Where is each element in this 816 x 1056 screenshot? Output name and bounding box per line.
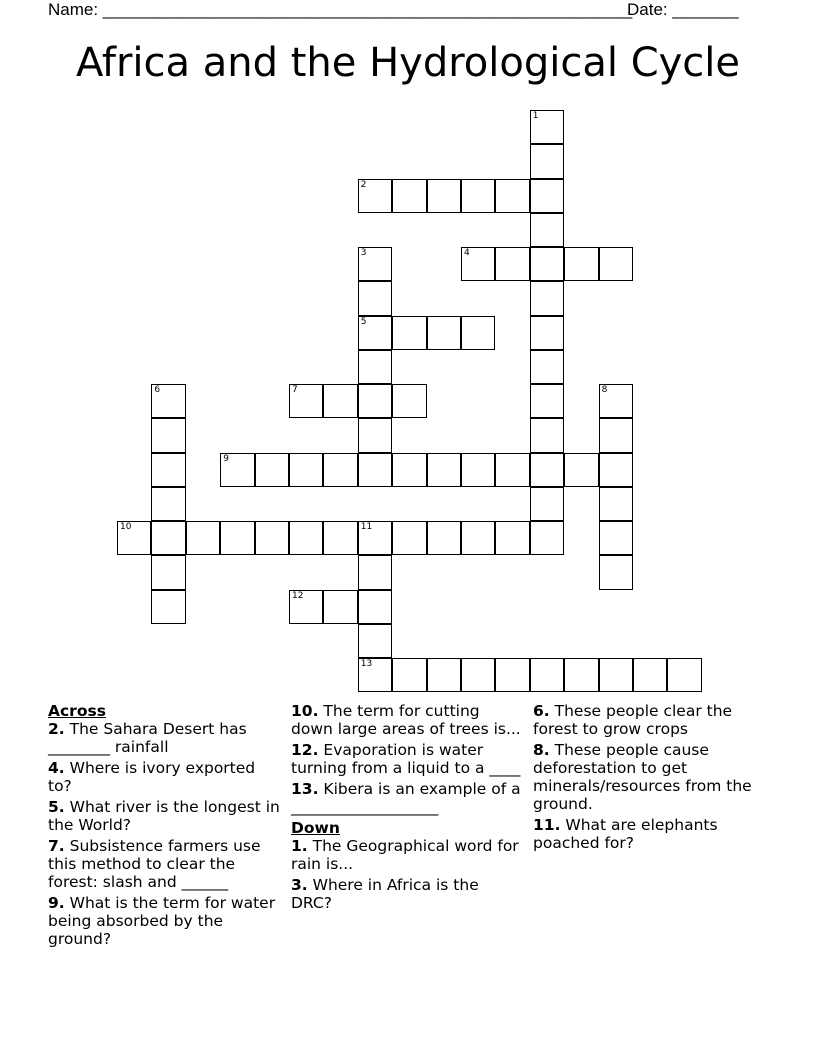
grid-cell[interactable] <box>151 384 185 418</box>
grid-cell[interactable] <box>151 487 185 521</box>
grid-cell[interactable] <box>358 247 392 281</box>
grid-cell[interactable] <box>358 453 392 487</box>
cell-number: 8 <box>601 385 608 395</box>
cell-number: 6 <box>154 385 161 395</box>
grid-cell[interactable] <box>323 521 357 555</box>
grid-cell[interactable] <box>599 521 633 555</box>
cell-number: 11 <box>360 522 373 532</box>
grid-cell[interactable] <box>427 316 461 350</box>
grid-cell[interactable] <box>495 658 529 692</box>
cell-number: 1 <box>532 111 539 121</box>
clue-across-4: 4. Where is ivory exported to? <box>48 759 256 795</box>
grid-cell[interactable] <box>220 453 254 487</box>
date-field[interactable]: Date: _______ <box>627 0 739 19</box>
cell-number: 9 <box>223 453 229 464</box>
grid-cell[interactable] <box>495 247 529 281</box>
grid-cell[interactable] <box>564 658 598 692</box>
grid-cell[interactable] <box>427 658 461 692</box>
grid-cell[interactable] <box>151 418 185 452</box>
grid-cell[interactable] <box>427 179 461 213</box>
grid-cell[interactable] <box>289 590 323 624</box>
grid-cell[interactable] <box>564 453 598 487</box>
cell-number: 4 <box>464 248 470 258</box>
page-title: Africa and the Hydrological Cycle <box>75 40 741 86</box>
grid-cell[interactable] <box>530 384 564 418</box>
grid-cell[interactable] <box>495 521 529 555</box>
grid-cell[interactable] <box>461 247 495 281</box>
name-field[interactable]: Name: ________________________________________________________ <box>48 0 633 19</box>
grid-cell[interactable] <box>495 179 529 213</box>
grid-cell[interactable] <box>323 384 357 418</box>
grid-cell[interactable] <box>530 418 564 452</box>
grid-cell[interactable] <box>530 281 564 315</box>
grid-cell[interactable] <box>220 521 254 555</box>
grid-cell[interactable] <box>530 247 564 281</box>
grid-cell[interactable] <box>530 213 564 247</box>
grid-cell[interactable] <box>599 658 633 692</box>
grid-cell[interactable] <box>599 247 633 281</box>
clue-across-10: 10. The term for cutting down large areas of trees is... <box>291 702 521 738</box>
grid-cell[interactable] <box>461 179 495 213</box>
cell-number: 13 <box>360 659 373 669</box>
grid-cell[interactable] <box>186 521 220 555</box>
cell-number: 2 <box>360 179 367 190</box>
clue-down-6: 6. These people clear the forest to grow crops <box>533 702 733 738</box>
cell-number: 7 <box>292 385 298 395</box>
cell-number: 5 <box>360 316 367 327</box>
grid-cell[interactable] <box>461 521 495 555</box>
cell-number: 3 <box>360 248 367 258</box>
grid-cell[interactable] <box>392 453 426 487</box>
grid-cell[interactable] <box>358 316 392 350</box>
grid-cell[interactable] <box>530 453 564 487</box>
grid-cell[interactable] <box>358 555 392 589</box>
grid-cell[interactable] <box>358 281 392 315</box>
clue-down-3: 3. Where in Africa is the DRC? <box>291 876 479 912</box>
grid-cell[interactable] <box>358 590 392 624</box>
clue-across-9: 9. What is the term for water being absorbed by the ground? <box>48 894 276 948</box>
grid-cell[interactable] <box>530 144 564 178</box>
clue-across-7: 7. Subsistence farmers use this method to clear the forest: slash and ______ <box>48 837 261 891</box>
clues-column-2 <box>291 702 523 915</box>
across-heading: Across <box>48 702 106 720</box>
grid-cell[interactable] <box>151 590 185 624</box>
grid-cell[interactable] <box>599 384 633 418</box>
grid-cell[interactable] <box>151 453 185 487</box>
grid-cell[interactable] <box>151 555 185 589</box>
grid-cell[interactable] <box>323 590 357 624</box>
grid-cell[interactable] <box>358 658 392 692</box>
grid-cell[interactable] <box>530 316 564 350</box>
grid-cell[interactable] <box>599 487 633 521</box>
grid-cell[interactable] <box>530 658 564 692</box>
grid-cell[interactable] <box>392 521 426 555</box>
grid-cell[interactable] <box>461 316 495 350</box>
down-heading: Down <box>291 819 340 837</box>
grid-cell[interactable] <box>358 384 392 418</box>
grid-cell[interactable] <box>530 521 564 555</box>
grid-cell[interactable] <box>564 247 598 281</box>
cell-number: 10 <box>120 522 132 532</box>
grid-cell[interactable] <box>530 487 564 521</box>
grid-cell[interactable] <box>495 453 529 487</box>
grid-cell[interactable] <box>117 521 151 555</box>
clue-down-8: 8. These people cause deforestation to get minerals/resources from the ground. <box>533 741 752 813</box>
grid-cell[interactable] <box>461 453 495 487</box>
grid-cell[interactable] <box>427 453 461 487</box>
grid-cell[interactable] <box>289 384 323 418</box>
grid-cell[interactable] <box>289 453 323 487</box>
grid-cell[interactable] <box>530 350 564 384</box>
grid-cell[interactable] <box>323 453 357 487</box>
clue-across-12: 12. Evaporation is water turning from a liquid to a ____ <box>291 741 521 777</box>
grid-cell[interactable] <box>392 316 426 350</box>
grid-cell[interactable] <box>358 179 392 213</box>
clue-across-5: 5. What river is the longest in the World? <box>48 798 280 834</box>
grid-cell[interactable] <box>358 624 392 658</box>
grid-cell[interactable] <box>392 179 426 213</box>
grid-cell[interactable] <box>255 521 289 555</box>
grid-cell[interactable] <box>392 384 426 418</box>
grid-cell[interactable] <box>599 453 633 487</box>
cell-number: 12 <box>292 590 304 601</box>
grid-cell[interactable] <box>151 521 185 555</box>
clues-column-3 <box>533 702 765 855</box>
grid-cell[interactable] <box>667 658 701 692</box>
grid-cell[interactable] <box>599 555 633 589</box>
grid-cell[interactable] <box>633 658 667 692</box>
grid-cell[interactable] <box>461 658 495 692</box>
grid-cell[interactable] <box>427 521 461 555</box>
grid-cell[interactable] <box>255 453 289 487</box>
grid-cell[interactable] <box>530 110 564 144</box>
clue-down-1: 1. The Geographical word for rain is... <box>291 837 519 873</box>
grid-cell[interactable] <box>358 418 392 452</box>
grid-cell[interactable] <box>289 521 323 555</box>
grid-cell[interactable] <box>358 521 392 555</box>
grid-cell[interactable] <box>599 418 633 452</box>
clues-column-1 <box>48 702 280 951</box>
clue-across-13: 13. Kibera is an example of a ___________________ <box>291 780 521 816</box>
clue-across-2: 2. The Sahara Desert has ________ rainfall <box>48 720 247 756</box>
grid-cell[interactable] <box>392 658 426 692</box>
grid-cell[interactable] <box>530 179 564 213</box>
grid-cell[interactable] <box>358 350 392 384</box>
clue-down-11: 11. What are elephants poached for? <box>533 816 718 852</box>
